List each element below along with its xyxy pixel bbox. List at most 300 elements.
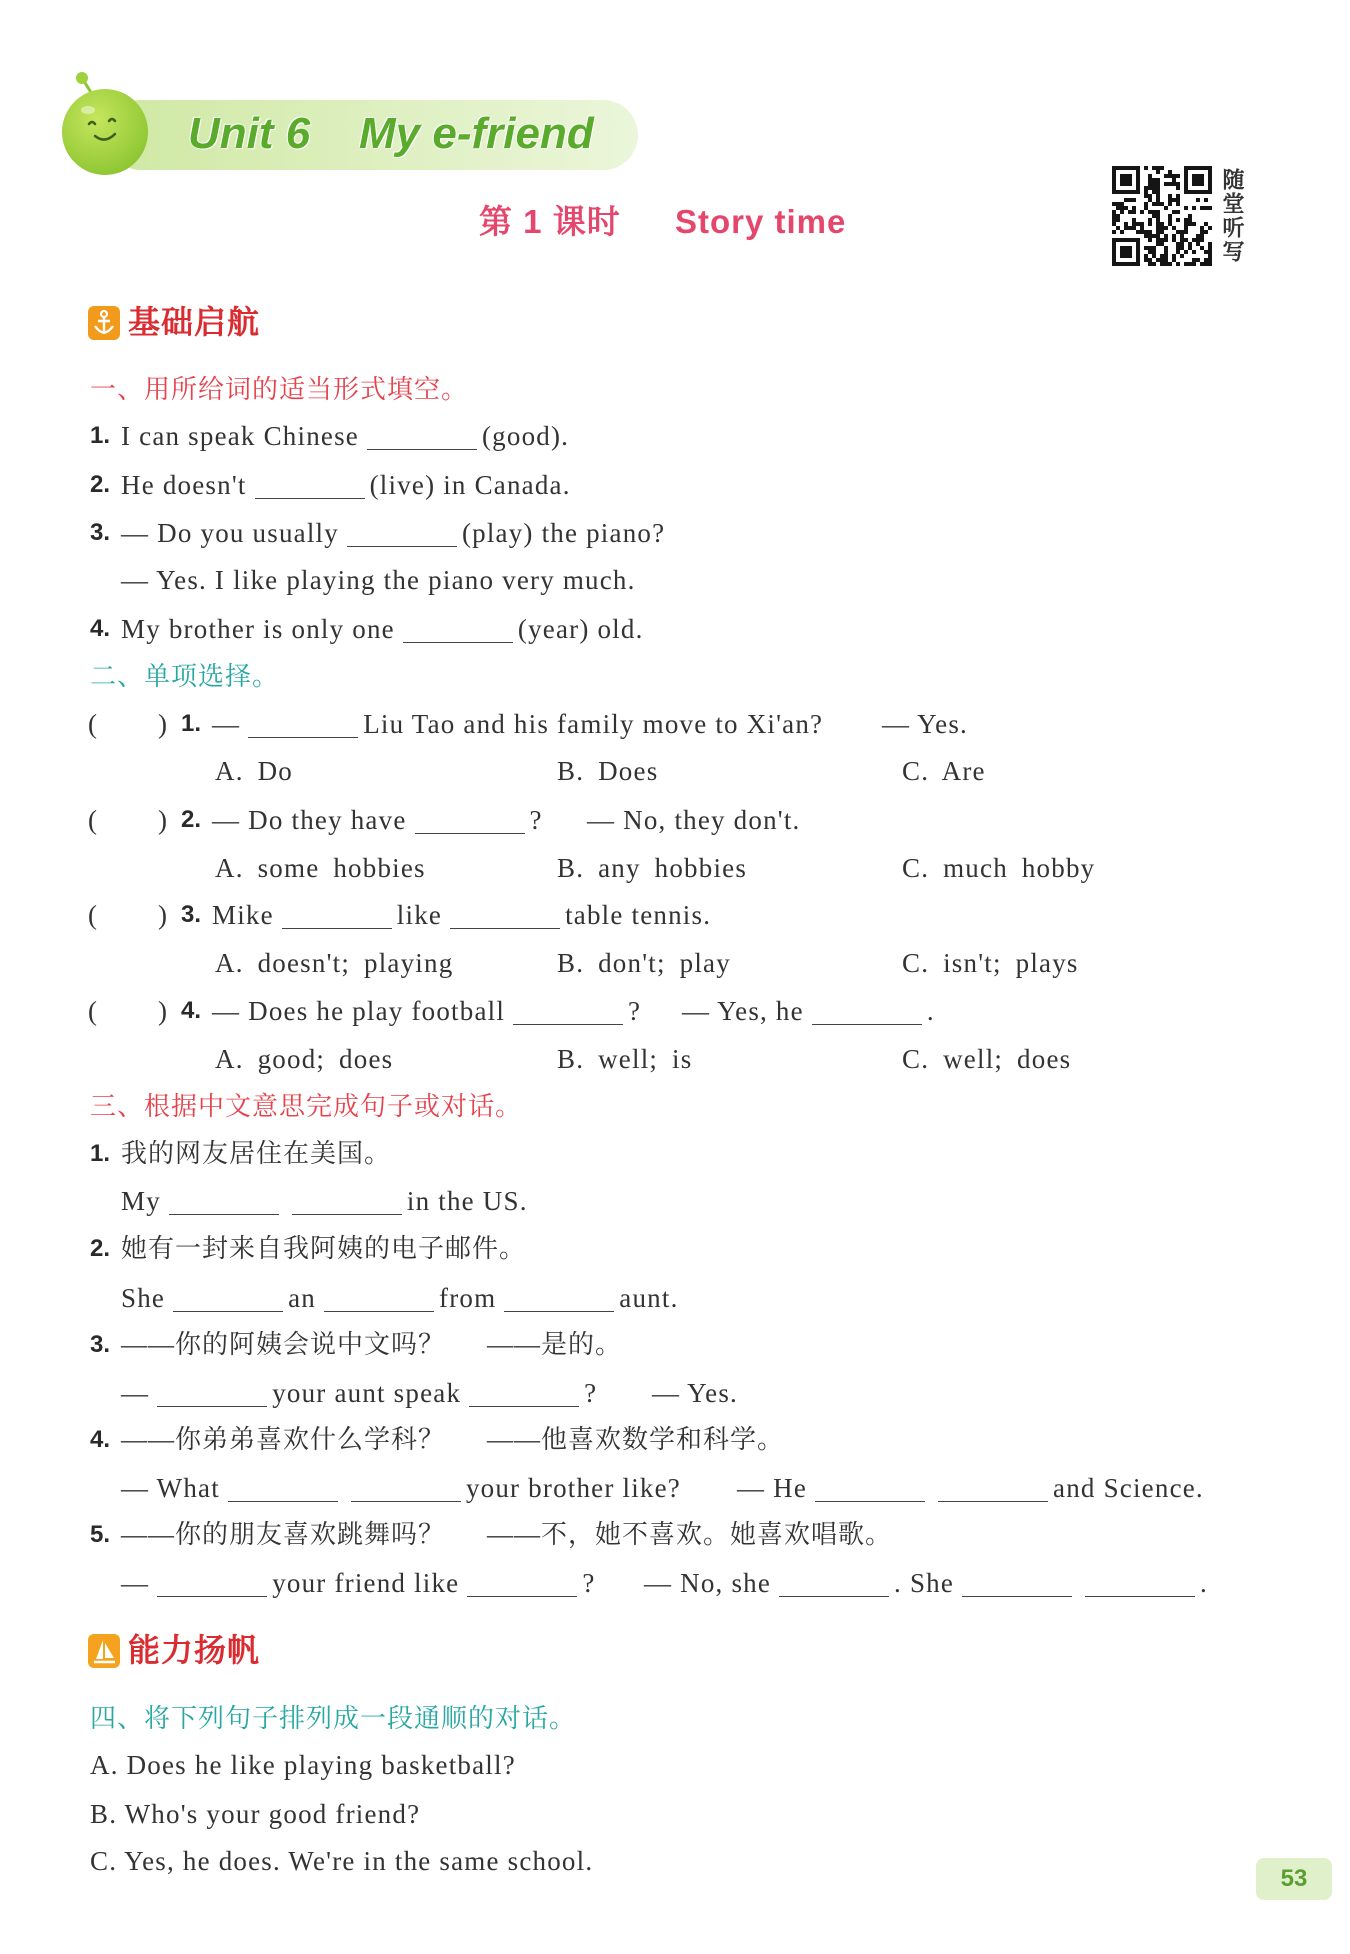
answer-blank [347,522,457,547]
question-text: — Does he play football [212,996,506,1026]
qr-module [1140,230,1144,234]
qr-module [1148,258,1152,262]
exercise-1-heading: 一、用所给词的适当形式填空。 [90,374,469,404]
option-b: B. well; is [557,1044,693,1074]
qr-module [1124,198,1128,202]
mascot-icon [58,60,158,178]
qr-module [1176,210,1180,214]
question-number: 1. [90,422,111,449]
answer-blank [450,904,560,929]
anchor-icon [88,306,120,340]
qr-module [1184,222,1188,226]
qr-module [1132,218,1136,222]
answer-blank [351,1477,461,1502]
qr-module [1204,250,1208,254]
qr-module [1176,250,1180,254]
choice-question [212,706,823,742]
answer-bracket-open: ( [88,996,97,1026]
qr-module [1176,202,1180,206]
qr-module [1120,210,1124,214]
qr-module [1160,226,1164,230]
chinese-prompt: 她有一封来自我阿姨的电子邮件。 [121,1234,527,1263]
qr-module [1204,258,1208,262]
dialogue-sentence-c: C. Yes, he does. We're in the same school. [90,1846,594,1876]
qr-module [1148,182,1152,186]
qr-module [1160,202,1164,206]
qr-module [1196,234,1200,238]
english-reply [644,1565,1208,1601]
reply-text: . [926,996,935,1026]
qr-module [1184,218,1188,222]
qr-module [1152,214,1156,218]
sentence-text: She [121,1283,166,1313]
qr-module [1132,206,1136,210]
qr-module [1148,262,1152,266]
reply-text: . She [894,1568,955,1598]
fill-in-sentence [121,515,665,551]
qr-module [1152,262,1156,266]
qr-module [1176,194,1180,198]
qr-module [1176,186,1180,190]
question-number: 2. [90,471,111,498]
qr-module [1156,186,1160,190]
dialogue-sentence-a: A. Does he like playing basketball? [90,1750,516,1780]
qr-module [1136,222,1140,226]
qr-module [1188,262,1192,266]
chinese-prompt: ——你弟弟喜欢什么学科？ [121,1425,446,1454]
qr-module [1116,206,1120,210]
qr-module [1160,222,1164,226]
qr-module [1116,214,1120,218]
qr-module [1208,242,1212,246]
qr-module [1160,258,1164,262]
sentence-text: (good). [481,421,570,451]
qr-module [1168,222,1172,226]
qr-module [1152,190,1156,194]
qr-module [1200,262,1204,266]
qr-module [1156,230,1160,234]
qr-module [1120,174,1132,186]
qr-module [1116,202,1120,206]
qr-module [1156,194,1160,198]
qr-module [1192,222,1196,226]
answer-blank [504,1287,614,1312]
option-a: A. good; does [215,1044,394,1074]
qr-module [1184,206,1188,210]
sentence-text: in the US. [406,1186,528,1216]
qr-module [1204,230,1208,234]
qr-module [1208,262,1212,266]
qr-module [1164,226,1168,230]
question-text: ? [529,805,543,835]
qr-module [1148,178,1152,182]
question-text: like [396,900,443,930]
qr-module [1192,250,1196,254]
qr-module [1152,166,1156,170]
qr-module [1188,218,1192,222]
answer-blank [157,1382,267,1407]
qr-module [1160,238,1164,242]
qr-module [1176,182,1180,186]
chinese-prompt: ——你的朋友喜欢跳舞吗？ [121,1520,446,1549]
qr-module [1172,254,1176,258]
qr-module [1124,226,1128,230]
qr-module [1156,198,1160,202]
qr-module [1180,242,1184,246]
english-reply [737,1470,1204,1506]
qr-module [1172,174,1176,178]
answer-blank [228,1477,338,1502]
option-c: C. much hobby [902,853,1096,883]
question-text: — Do they have [212,805,407,835]
qr-module [1192,206,1196,210]
qr-label: 随堂听写 [1220,168,1245,264]
qr-module [1136,230,1140,234]
qr-code [1112,166,1212,266]
question-number: 1. [181,710,202,737]
qr-module [1148,210,1152,214]
qr-module [1144,194,1148,198]
qr-module [1156,258,1160,262]
qr-module [1156,170,1160,174]
sentence-text: My [121,1186,161,1216]
option-b: B. any hobbies [557,853,748,883]
question-number: 3. [181,901,202,928]
qr-module [1144,166,1148,170]
option-c: C. isn't; plays [902,948,1079,978]
answer-blank [513,1000,623,1025]
qr-module [1192,174,1204,186]
answer-blank [169,1190,279,1215]
qr-module [1184,238,1188,242]
qr-module [1184,230,1188,234]
qr-module [1148,174,1152,178]
qr-module [1196,242,1200,246]
answer-bracket-open: ( [88,900,97,930]
qr-module [1176,246,1180,250]
qr-module [1188,242,1192,246]
unit-number: Unit 6 [188,109,311,158]
qr-module [1144,246,1148,250]
qr-module [1156,178,1160,182]
qr-module [1112,222,1116,226]
lesson-number: 第 1 课时 [479,203,621,240]
qr-module [1148,234,1152,238]
qr-module [1148,246,1152,250]
qr-module [1124,222,1128,226]
qr-module [1164,262,1168,266]
qr-module [1168,174,1172,178]
qr-module [1112,202,1116,206]
option-a: A. some hobbies [215,853,426,883]
qr-module [1148,194,1152,198]
section-title-advanced: 能力扬帆 [128,1632,261,1668]
question-number: 4. [90,1426,111,1453]
qr-module [1172,258,1176,262]
qr-module [1208,206,1212,210]
question-number: 1. [90,1140,111,1167]
answer-bracket-open: ( [88,805,97,835]
dialogue-sentence-b: B. Who's your good friend? [90,1799,421,1829]
qr-module [1112,210,1116,214]
english-sentence [121,1375,597,1411]
dialogue-reply: — Yes. I like playing the piano very much. [121,565,636,595]
answer-bracket-close: ) [158,709,167,739]
qr-module [1140,222,1144,226]
qr-module [1160,262,1164,266]
chinese-reply: ——他喜欢数学和科学。 [487,1425,785,1454]
qr-module [1156,214,1160,218]
qr-module [1204,222,1208,226]
qr-module [1192,238,1196,242]
option-a: A. doesn't; playing [215,948,454,978]
qr-module [1132,210,1136,214]
qr-module [1132,198,1136,202]
exercise-2-heading: 二、单项选择。 [90,661,280,691]
sentence-text: from [439,1283,497,1313]
qr-module [1172,178,1176,182]
answer-blank [469,1382,579,1407]
question-number: 5. [90,1521,111,1548]
qr-module [1168,262,1172,266]
qr-module [1196,258,1200,262]
question-text: ? [628,996,642,1026]
choice-question [212,993,641,1029]
section-title-basics: 基础启航 [128,304,261,340]
qr-module [1120,202,1124,206]
option-b: B. don't; play [557,948,731,978]
qr-module [1164,182,1168,186]
sentence-text: an [288,1283,316,1313]
qr-module [1144,202,1148,206]
answer-blank [467,1572,577,1597]
answer-blank [1085,1572,1195,1597]
sentence-text: — What [121,1473,220,1503]
qr-module [1176,218,1180,222]
unit-title: My e-friend [359,109,594,158]
qr-module [1168,194,1172,198]
sentence-text: My brother is only one [121,614,395,644]
answer-blank [812,1000,922,1025]
qr-module [1132,226,1136,230]
lesson-name: Story time [675,203,847,240]
answer-bracket-open: ( [88,709,97,739]
qr-module [1128,198,1132,202]
qr-module [1128,210,1132,214]
qr-module [1172,234,1176,238]
qr-module [1168,170,1172,174]
answer-blank [938,1477,1048,1502]
qr-module [1208,246,1212,250]
qr-module [1144,230,1148,234]
qr-module [1148,230,1152,234]
qr-module [1200,234,1204,238]
qr-module [1172,226,1176,230]
qr-module [1200,206,1204,210]
qr-module [1208,250,1212,254]
sentence-text: (play) the piano? [461,518,666,548]
answer-bracket-close: ) [158,805,167,835]
qr-module [1156,226,1160,230]
qr-module [1152,254,1156,258]
english-sentence [121,1470,681,1506]
qr-module [1168,202,1172,206]
qr-module [1152,186,1156,190]
qr-module [1192,258,1196,262]
qr-module [1208,254,1212,258]
qr-module [1112,218,1116,222]
fill-in-sentence [121,611,644,647]
fill-in-sentence [121,418,569,454]
qr-module [1180,234,1184,238]
qr-module [1164,206,1168,210]
english-sentence [121,1280,679,1316]
question-number: 4. [181,997,202,1024]
qr-module [1208,226,1212,230]
sentence-text: — [121,1378,150,1408]
qr-module [1148,218,1152,222]
choice-question [212,897,711,933]
qr-module [1112,230,1116,234]
qr-module [1196,238,1200,242]
qr-module [1204,262,1208,266]
qr-module [1168,182,1172,186]
dialogue-reply [682,993,935,1029]
answer-blank [367,425,477,450]
reply-text: . [1200,1568,1208,1598]
reply-text: — No, she [644,1568,772,1598]
qr-module [1132,222,1136,226]
exercise-3-heading: 三、根据中文意思完成句子或对话。 [90,1091,523,1121]
qr-module [1172,210,1176,214]
qr-module [1120,230,1124,234]
qr-module [1168,218,1172,222]
question-number: 4. [90,615,111,642]
answer-blank [292,1190,402,1215]
answer-blank [324,1287,434,1312]
qr-module [1148,250,1152,254]
qr-module [1140,226,1144,230]
qr-module [1152,234,1156,238]
question-number: 3. [90,519,111,546]
sail-icon [88,1634,120,1668]
qr-module [1116,218,1120,222]
qr-module [1124,206,1128,210]
qr-module [1160,254,1164,258]
qr-module [1188,246,1192,250]
question-number: 2. [90,1235,111,1262]
fill-in-sentence [121,467,571,503]
qr-module [1164,234,1168,238]
qr-module [1112,214,1116,218]
qr-module [1152,210,1156,214]
qr-module [1176,198,1180,202]
reply-text: and Science. [1053,1473,1204,1503]
qr-module [1172,238,1176,242]
qr-module [1164,246,1168,250]
answer-blank [962,1572,1072,1597]
answer-blank [282,904,392,929]
choice-question [212,802,543,838]
answer-blank [815,1477,925,1502]
qr-module [1180,238,1184,242]
sentence-text: He doesn't [121,470,247,500]
qr-module [1176,230,1180,234]
qr-module [1200,246,1204,250]
reply-text: — He [737,1473,808,1503]
option-c: C. Are [902,756,986,786]
qr-module [1160,242,1164,246]
sentence-text: — Do you usually [121,518,339,548]
qr-module [1144,234,1148,238]
answer-blank [415,809,525,834]
qr-module [1192,262,1196,266]
exercise-4-heading: 四、将下列句子排列成一段通顺的对话。 [90,1703,577,1733]
qr-module [1156,182,1160,186]
dialogue-reply [882,706,968,742]
option-c: C. well; does [902,1044,1072,1074]
qr-module [1148,222,1152,226]
qr-module [1152,246,1156,250]
sentence-text: ? [582,1568,596,1598]
sentence-text: — [121,1568,150,1598]
qr-module [1156,190,1160,194]
qr-module [1200,230,1204,234]
qr-module [1156,210,1160,214]
reply-text: — No, they don't. [587,805,801,835]
qr-module [1144,258,1148,262]
qr-module [1144,254,1148,258]
qr-module [1200,226,1204,230]
reply-text: — Yes. [652,1378,738,1408]
qr-module [1168,198,1172,202]
qr-module [1144,186,1148,190]
qr-module [1164,238,1168,242]
chinese-prompt: ——你的阿姨会说中文吗？ [121,1330,446,1359]
qr-module [1148,186,1152,190]
sentence-text: your brother like? [465,1473,681,1503]
qr-module [1184,226,1188,230]
qr-module [1160,230,1164,234]
qr-module [1148,238,1152,242]
page-number: 53 [1256,1858,1332,1900]
question-text: Mike [212,900,274,930]
qr-module [1120,206,1124,210]
sentence-text: your friend like [272,1568,460,1598]
question-text: — [212,709,241,739]
qr-module [1140,210,1144,214]
sentence-text: your aunt speak [272,1378,462,1408]
chinese-prompt: 我的网友居住在美国。 [121,1139,392,1168]
qr-module [1188,222,1192,226]
qr-module [1160,166,1164,170]
qr-module [1120,246,1132,258]
sentence-text: (year) old. [517,614,644,644]
qr-module [1180,254,1184,258]
option-b: B. Does [557,756,659,786]
qr-module [1172,182,1176,186]
qr-module [1144,190,1148,194]
qr-module [1204,198,1208,202]
qr-module [1156,166,1160,170]
qr-module [1156,222,1160,226]
qr-module [1180,246,1184,250]
qr-module [1200,238,1204,242]
sentence-text: aunt. [619,1283,679,1313]
qr-module [1168,214,1172,218]
qr-module [1156,234,1160,238]
qr-module [1156,242,1160,246]
